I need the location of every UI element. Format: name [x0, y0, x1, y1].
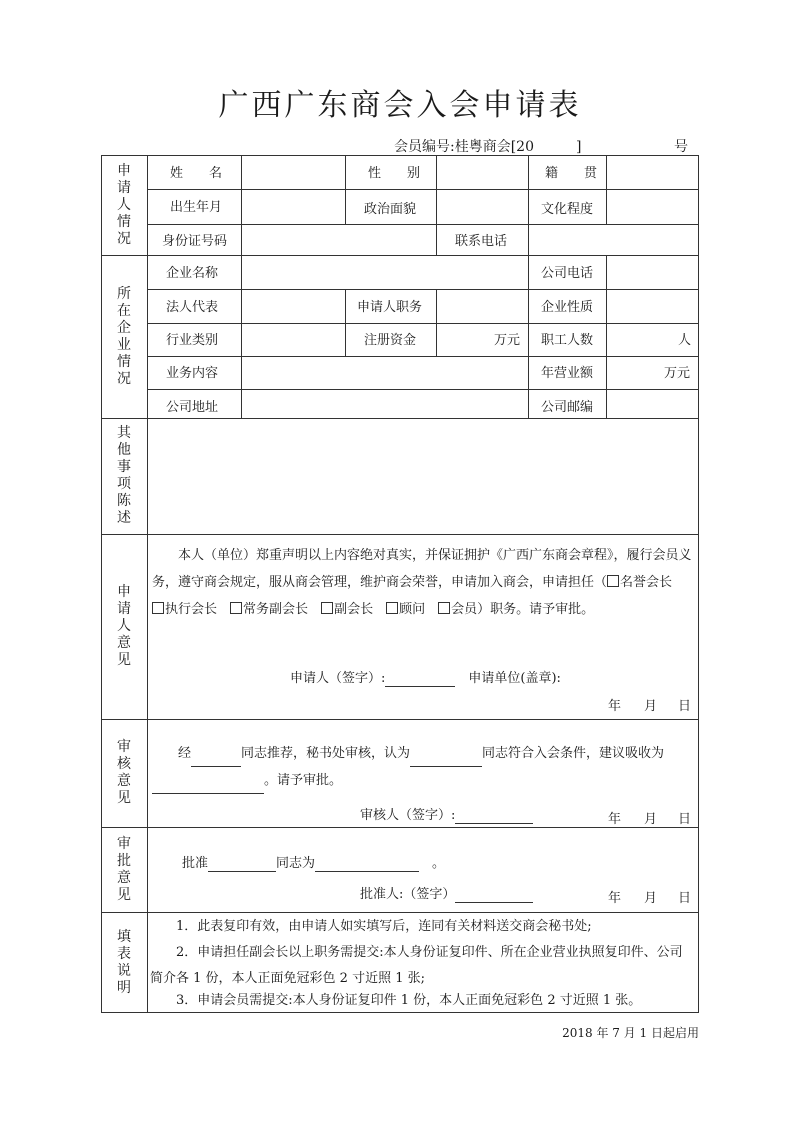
option-checkbox[interactable] — [230, 602, 242, 614]
label-position: 申请人职务 — [357, 300, 423, 315]
applicant-signature: 申请人（签字）: 申请单位(盖章): — [290, 671, 561, 686]
label-postcode: 公司邮编 — [541, 400, 594, 415]
label-revenue: 年营业额 — [541, 366, 594, 381]
label-business: 业务内容 — [166, 366, 219, 381]
rule — [436, 224, 437, 255]
rule — [528, 155, 529, 224]
approval-text: 批准 同志为 。 — [182, 856, 446, 871]
label-capital: 注册资金 — [364, 333, 417, 348]
label-gender: 性 别 — [368, 166, 421, 181]
rule — [101, 912, 699, 913]
rule — [241, 155, 242, 418]
section-approval: 审批意见 — [117, 835, 131, 903]
label-birth: 出生年月 — [170, 200, 223, 215]
label-politics: 政治面貌 — [364, 202, 417, 217]
section-review: 审核意见 — [117, 739, 131, 806]
rule — [147, 389, 699, 390]
reviewer-signature: 审核人（签字）: — [360, 808, 533, 824]
label-staff: 职工人数 — [541, 333, 594, 348]
rule — [147, 189, 699, 190]
instruction-1: 1．此表复印有效，由申请人如实填写后，连同有关材料送交商会秘书处; — [176, 919, 592, 934]
member-number-line — [394, 136, 694, 156]
label-origin: 籍 贯 — [545, 166, 598, 181]
rule — [147, 356, 699, 357]
rule — [147, 155, 148, 1013]
rule — [606, 255, 607, 418]
section-company: 所在企业情况 — [117, 285, 131, 387]
declaration-text: 本人（单位）郑重声明以上内容绝对真实，并保证拥护《广西广东商会章程》，履行会员义务，遵守商会规定，服从商会管理，维护商会荣誉，申请加入商会，申请担任（ 名誉会长 执行会长 常务副会长 副会长 顾问 会员）职务。请予审批。 — [152, 548, 692, 617]
label-education: 文化程度 — [541, 202, 594, 217]
label-address: 公司地址 — [166, 400, 219, 415]
rule — [606, 155, 607, 224]
rule — [101, 418, 699, 419]
unit-capital: 万元 — [494, 333, 521, 348]
label-legal-rep: 法人代表 — [166, 300, 219, 315]
rule — [147, 289, 699, 290]
review-text: 经 同志推荐，秘书处审核，认为 同志符合入会条件，建议吸收为。请予审批。 — [152, 740, 694, 794]
label-industry: 行业类别 — [166, 333, 219, 348]
label-company-phone: 公司电话 — [541, 266, 594, 281]
section-other: 其他事项陈述 — [117, 425, 131, 526]
label-contact-phone: 联系电话 — [455, 234, 508, 249]
effective-date-footer: 2018 年 7 月 1 日起启用 — [562, 1026, 699, 1040]
form-title: 广西广东商会入会申请表 — [218, 88, 582, 123]
label-company-nature: 企业性质 — [541, 300, 594, 315]
unit-revenue: 万元 — [664, 366, 691, 381]
label-id-number: 身份证号码 — [162, 234, 228, 249]
rule — [345, 155, 346, 224]
section-applicant: 申请人情况 — [117, 162, 131, 247]
option-checkbox[interactable] — [321, 602, 333, 614]
unit-staff: 人 — [678, 333, 692, 348]
approver-signature: 批准人:（签字） — [360, 887, 533, 903]
rule — [101, 719, 699, 720]
rule — [101, 255, 699, 256]
member-number-bracket: ] — [576, 139, 582, 155]
rule — [345, 289, 346, 356]
option-checkbox[interactable] — [438, 602, 450, 614]
option-checkbox[interactable] — [386, 602, 398, 614]
member-number-label: 会员编号:桂粤商会[20 — [394, 139, 534, 155]
rule — [436, 155, 437, 224]
rule — [147, 224, 699, 225]
instruction-3: 3．申请会员需提交:本人身份证复印件 1 份，本人正面免冠彩色 2 寸近照 1 张。 — [176, 993, 642, 1008]
option-checkbox[interactable] — [607, 575, 619, 587]
label-name: 姓 名 — [170, 166, 223, 181]
rule — [436, 289, 437, 356]
member-number-suffix: 号 — [674, 139, 688, 155]
option-checkbox[interactable] — [152, 602, 164, 614]
section-instructions: 填表说明 — [117, 928, 131, 996]
label-company-name: 企业名称 — [166, 266, 219, 281]
rule — [147, 323, 699, 324]
rule — [101, 534, 699, 535]
rule — [101, 827, 699, 828]
instruction-2: 2．申请担任副会长以上职务需提交:本人身份证复印件、所在企业营业执照复印件、公司简介各 1 份，本人正面免冠彩色 2 寸近照 1 张; — [150, 945, 683, 986]
rule — [528, 224, 529, 255]
rule — [528, 255, 529, 418]
section-opinion: 申请人意见 — [117, 584, 131, 668]
